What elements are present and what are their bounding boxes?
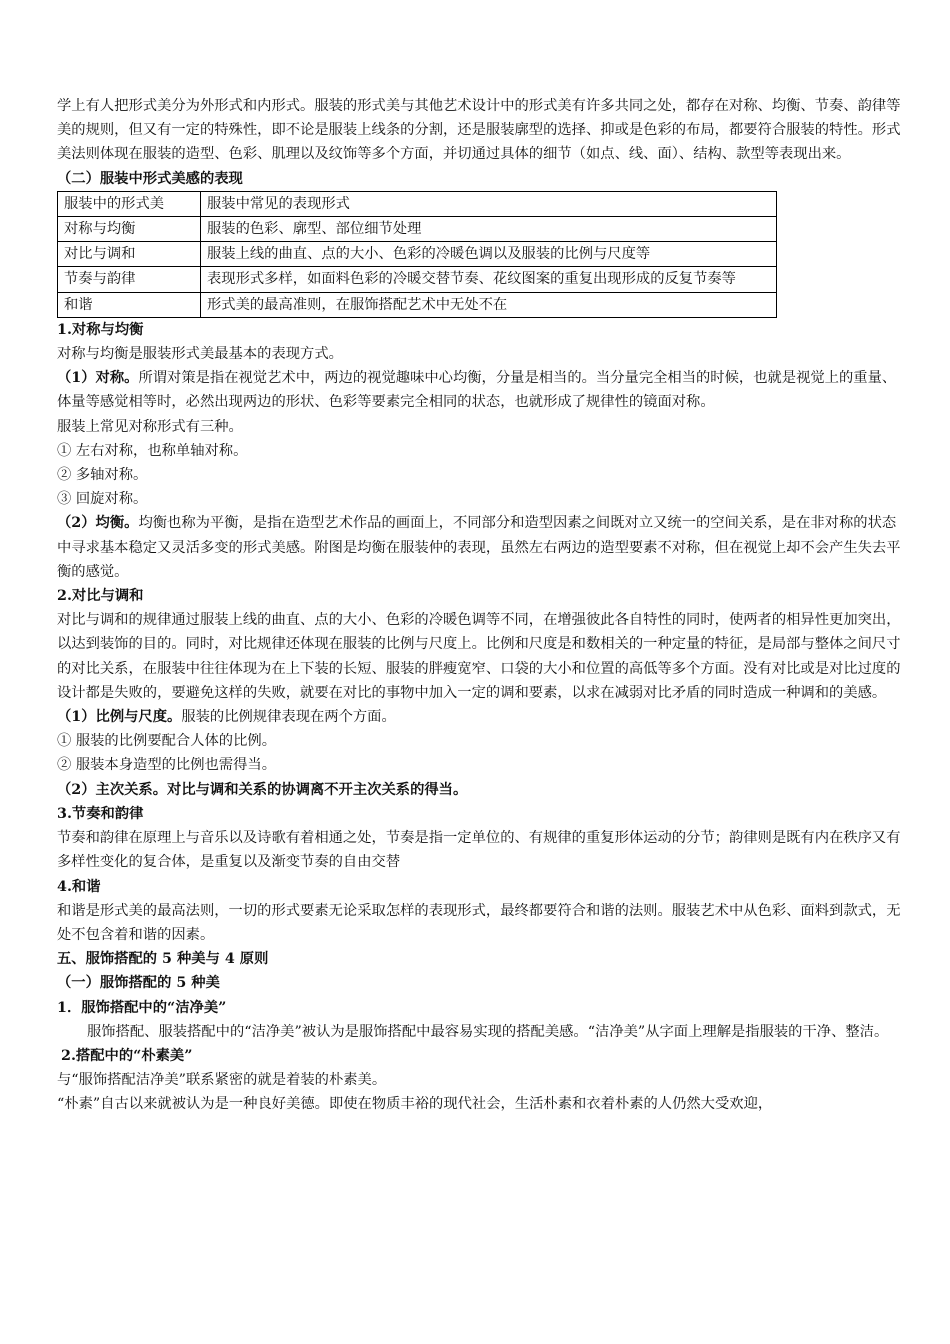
list-item: ② 多轴对称。 [57,467,148,484]
label-balance: （2）均衡。 [57,515,139,532]
intro-paragraph: 学上有人把形式美分为外形式和内形式。服装的形式美与其他艺术设计中的形式美有许多共同之处，都存在对称、均衡、节奏、韵律等美的规则，但又有一定的特殊性，即不论是服装上线条的分割，还是服装廓型的选择、抑或是色彩的布局，都要符合服装的特性。形式美法则体现在服装的造型、色彩、肌理以及纹饰等多个方面，并切通过具体的细节（如点、线、面）、结构、款型等表现出来。 [57,98,901,163]
paragraph: 和谐是形式美的最高法则，一切的形式要素无论采取怎样的表现形式，最终都要符合和谐的法则。服装艺术中从色彩、面料到款式，无处不包含着和谐的因素。 [57,902,901,943]
table-cell: 服装的色彩、廓型、部位细节处理 [201,217,777,242]
paragraph: 节奏和韵律在原理上与音乐以及诗歌有着相通之处，节奏是指一定单位的、有规律的重复形体运动的分节；韵律则是既有内在秩序又有多样性变化的复合体，是重复以及渐变节奏的自由交替 [57,830,901,871]
heading-simple-beauty: 2.搭配中的“朴素美” [61,1047,193,1064]
label-main: （2）主次关系。 [57,781,168,798]
text-ratio: 服装的比例规律表现在两个方面。 [181,709,396,726]
text-main: 对比与调和关系的协调离不开主次关系的得当。 [167,781,468,798]
table-cell: 对比与调和 [58,242,201,267]
form-beauty-table [57,191,777,318]
table-header-cell: 服装中的形式美 [58,191,201,216]
heading-rhythm: 3.节奏和韵律 [57,805,144,822]
paragraph: 服饰搭配、服装搭配中的“洁净美”被认为是服饰搭配中最容易实现的搭配美感。“洁净美”从字面上理解是指服装的干净、整洁。 [87,1023,889,1040]
heading-contrast-harmony: 2.对比与调和 [57,588,144,605]
table-cell: 节奏与韵律 [58,267,201,292]
table-cell: 形式美的最高准则，在服饰搭配艺术中无处不在 [201,292,777,317]
table-cell: 服装上线的曲直、点的大小、色彩的冷暖色调以及服装的比例与尺度等 [201,242,777,267]
table-row [58,242,777,267]
heading-section-five: 五、服饰搭配的 5 种美与 4 原则 [57,951,269,968]
paragraph: 与“服饰搭配洁净美”联系紧密的就是着装的朴素美。 [57,1072,387,1089]
table-header-row [58,191,777,216]
section-heading-form-beauty: （二）服装中形式美感的表现 [57,170,243,187]
table-cell: 表现形式多样，如面料色彩的冷暖交替节奏、花纹图案的重复出现形成的反复节奏等 [201,267,777,292]
paragraph: 对称与均衡是服装形式美最基本的表现方式。 [57,346,343,363]
table-row [58,292,777,317]
paragraph-balance [57,511,908,584]
paragraph: 对比与调和的规律通过服装上线的曲直、点的大小、色彩的冷暖色调等不同，在增强彼此各自特性的同时，使两者的相异性更加突出，以达到装饰的目的。同时，对比规律还体现在服装的比例与尺度上。比例和尺度是和数相关的一种定量的特征，是局部与整体之间尺寸的对比关系，在服装中往往体现为在上下装的长短、服装的胖瘦宽窄、口袋的大小和位置的高低等多个方面。没有对比或是对比过度的设计都是失败的，要避免这样的失败，就要在对比的事物中加入一定的调和要素，以求在减弱对比矛盾的同时造成一种调和的美感。 [57,612,901,701]
paragraph-ratio [57,705,908,729]
heading-symmetry-balance: 1.对称与均衡 [57,321,144,338]
paragraph-main [57,778,908,802]
table-row [58,267,777,292]
paragraph-symmetry [57,366,908,414]
list-item: ① 左右对称，也称单轴对称。 [57,442,248,459]
list-item: ③ 回旋对称。 [57,491,148,508]
table-cell: 对称与均衡 [58,217,201,242]
text-symmetry: 所谓对策是指在视觉艺术中，两边的视觉趣味中心均衡，分量是相当的。当分量完全相当的时候，也就是视觉上的重量、体量等感觉相等时，必然出现两边的形状、色彩等要素完全相同的状态，也就形成了规律性的镜面对称。 [57,370,897,411]
list-item: ① 服装的比例要配合人体的比例。 [57,733,276,750]
label-ratio: （1）比例与尺度。 [57,709,182,726]
table-row [58,217,777,242]
subheading-five-beauties: （一）服饰搭配的 5 种美 [57,975,220,992]
heading-harmony: 4.和谐 [57,878,101,895]
paragraph: 服装上常见对称形式有三种。 [57,418,243,435]
label-symmetry: （1）对称。 [57,370,139,387]
heading-clean-beauty: 1．服饰搭配中的“洁净美” [57,999,227,1016]
paragraph: “朴素”自古以来就被认为是一种良好美德。即使在物质丰裕的现代社会，生活朴素和衣着朴素的人仍然大受欢迎， [57,1096,773,1113]
table-cell: 和谐 [58,292,201,317]
text-balance: 均衡也称为平衡，是指在造型艺术作品的画面上，不同部分和造型因素之间既对立又统一的空间关系，是在非对称的状态中寻求基本稳定又灵活多变的形式美感。附图是均衡在服装仲的表现，虽然左右两边的造型要素不对称，但在视觉上却不会产生失去平衡的感觉。 [57,515,901,580]
table-header-cell: 服装中常见的表现形式 [201,191,777,216]
list-item: ② 服装本身造型的比例也需得当。 [57,757,276,774]
